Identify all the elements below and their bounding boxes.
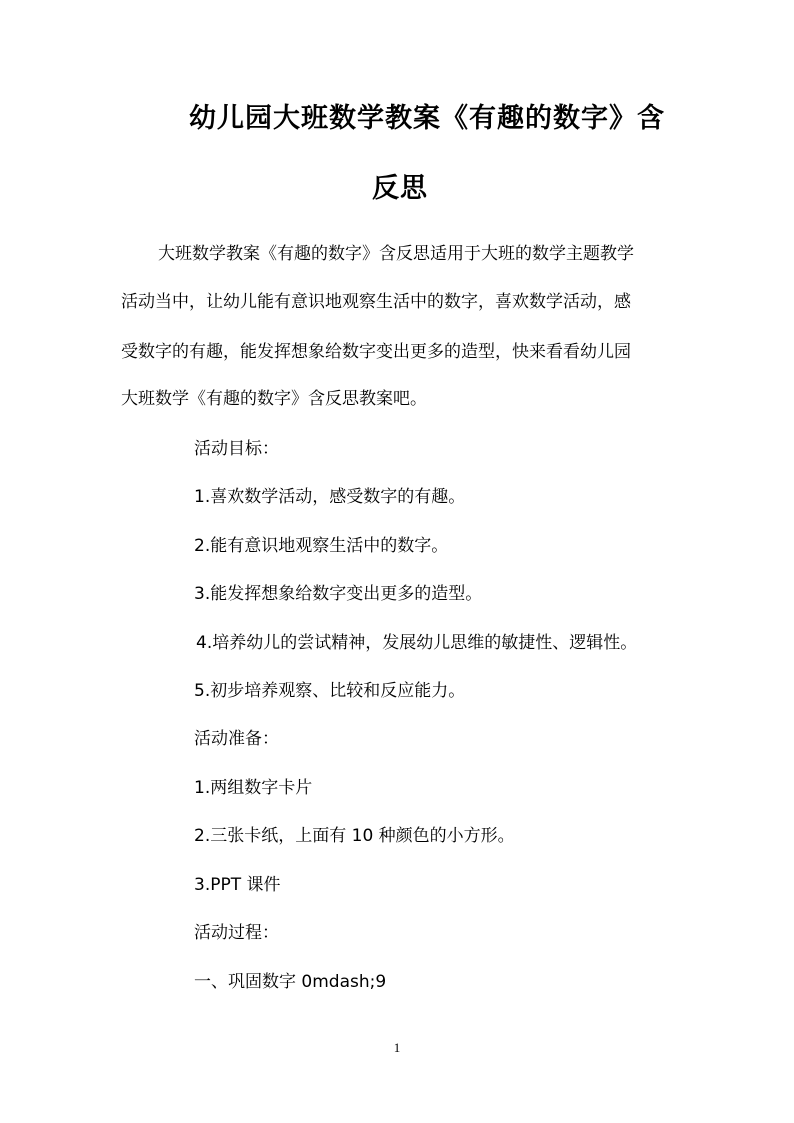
prep-item-1: 1.两组数字卡片 (194, 778, 313, 798)
goal-item-1: 1.喜欢数学活动，感受数字的有趣。 (194, 487, 466, 507)
prep-heading: 活动准备： (194, 729, 279, 749)
goal-item-4: 4.培养幼儿的尝试精神，发展幼儿思维的敏捷性、逻辑性。 (196, 633, 638, 653)
intro-paragraph-line-4: 大班数学《有趣的数字》含反思教案吧。 (121, 389, 427, 409)
goal-item-3: 3.能发挥想象给数字变出更多的造型。 (194, 584, 483, 604)
goal-item-5: 5.初步培养观察、比较和反应能力。 (194, 681, 466, 701)
document-title-line-2: 反思 (372, 173, 428, 204)
intro-paragraph-line-2: 活动当中，让幼儿能有意识地观察生活中的数字，喜欢数学活动，感 (121, 292, 631, 312)
prep-item-2: 2.三张卡纸，上面有 10 种颜色的小方形。 (194, 826, 515, 846)
process-heading: 活动过程： (194, 923, 279, 943)
page-number: 1 (393, 1040, 401, 1055)
document-title-line-1: 幼儿园大班数学教案《有趣的数字》含 (189, 103, 665, 134)
process-item-1: 一、巩固数字 0mdash;9 (194, 972, 387, 992)
goals-heading: 活动目标： (194, 439, 279, 459)
intro-paragraph-line-3: 受数字的有趣，能发挥想象给数字变出更多的造型，快来看看幼儿园 (121, 342, 631, 362)
intro-paragraph-line-1: 大班数学教案《有趣的数字》含反思适用于大班的数学主题教学 (158, 244, 634, 264)
prep-item-3: 3.PPT 课件 (194, 875, 281, 895)
goal-item-2: 2.能有意识地观察生活中的数字。 (194, 536, 449, 556)
